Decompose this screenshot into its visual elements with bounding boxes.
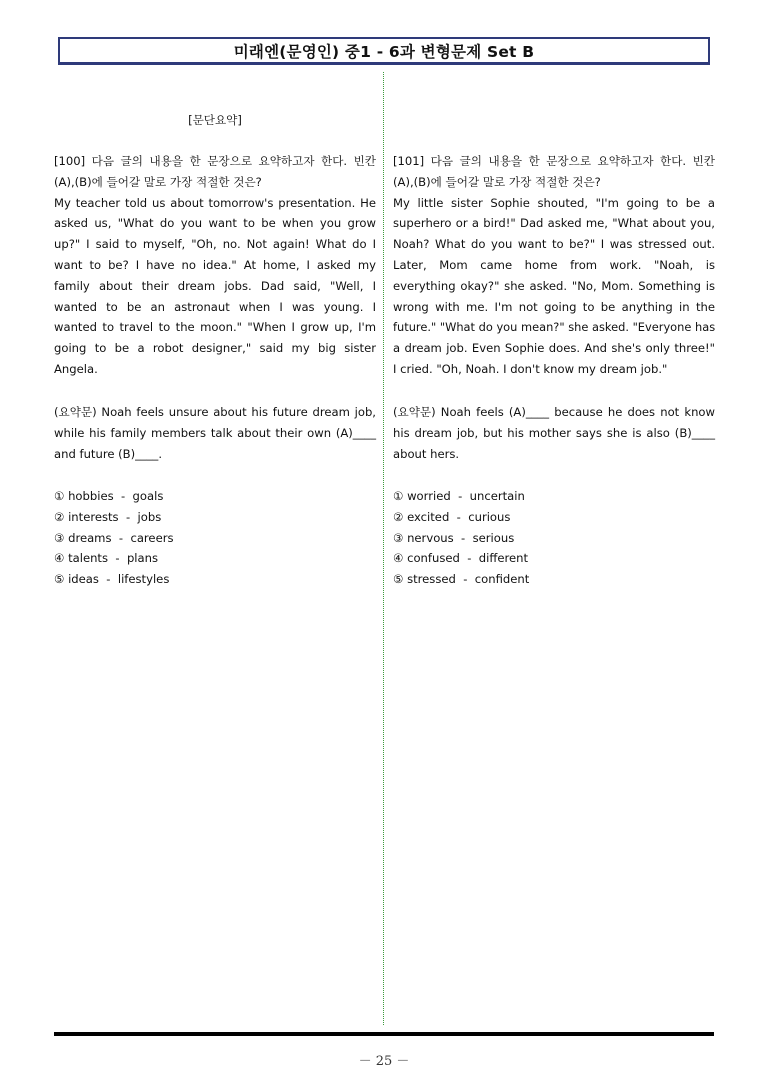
- summary-line: and future (B)____.: [54, 446, 163, 461]
- page-number: － 25 －: [358, 1054, 410, 1069]
- passage-line: I cried. "Oh, Noah. I don't know my dream job.": [393, 361, 668, 376]
- page-title: 미래엔(문영인) 중1 - 6과 변형문제 Set B: [58, 37, 710, 65]
- question-101-passage: [393, 151, 715, 380]
- passage-line: wanted to be an astronaut when I was young. I: [54, 299, 376, 314]
- passage-line: everything okay?" she asked. "No, Mom. Something is: [393, 278, 715, 293]
- summary-line: (요약문) Noah feels unsure about his future dream job,: [54, 405, 376, 419]
- passage-line: a dream job. Even Sophie does. And she's only three!": [393, 341, 715, 356]
- passage-line: Noah? What do you want to be?" I was stressed out.: [393, 237, 715, 252]
- passage-line: up?" I said to myself, "Oh, no. Not again! What do I: [54, 237, 376, 252]
- footer-rule: [54, 1032, 714, 1036]
- passage-line: future." "What do you mean?" she asked. "Everyone has: [393, 320, 716, 335]
- passage-line: want to be? I have no idea." At home, I asked my: [54, 257, 376, 272]
- passage-line: superhero or a bird!" Dad asked me, "What about you,: [393, 216, 715, 231]
- question-prompt: [101] 다음 글의 내용을 한 문장으로 요약하고자 한다. 빈칸: [393, 154, 715, 168]
- summary-line: while his family members talk about their own (A)____: [54, 425, 376, 440]
- question-prompt: [100] 다음 글의 내용을 한 문장으로 요약하고자 한다. 빈칸: [54, 154, 376, 168]
- summary-line: about hers.: [393, 446, 460, 461]
- passage-line: asked us, "What do you want to be when you grow: [54, 216, 376, 231]
- column-divider: [383, 72, 384, 1025]
- passage-line: wrong with me. I'm not going to be anything in the: [393, 299, 715, 314]
- answer-choice-4[interactable]: ④ talents - plans: [54, 551, 159, 566]
- passage-line: My little sister Sophie shouted, "I'm going to be a: [393, 195, 715, 210]
- answer-choice-1[interactable]: ① hobbies - goals: [54, 489, 164, 503]
- question-prompt: (A),(B)에 들어갈 말로 가장 적절한 것은?: [54, 174, 262, 189]
- question-prompt: (A),(B)에 들어갈 말로 가장 적절한 것은?: [393, 174, 601, 189]
- question-101-choices: [393, 486, 715, 590]
- passage-line: Later, Mom came home from work. "Noah, is: [393, 257, 715, 272]
- answer-choice-3[interactable]: ③ nervous - serious: [393, 530, 515, 545]
- question-100-passage: [54, 151, 376, 380]
- passage-line: My teacher told us about tomorrow's presentation. He: [54, 195, 376, 210]
- passage-line: Angela.: [54, 361, 98, 376]
- question-100-summary: [54, 402, 376, 464]
- answer-choice-4[interactable]: ④ confused - different: [393, 551, 529, 566]
- answer-choice-3[interactable]: ③ dreams - careers: [54, 530, 174, 545]
- answer-choice-1[interactable]: ① worried - uncertain: [393, 489, 525, 503]
- answer-choice-2[interactable]: ② excited - curious: [393, 509, 511, 524]
- question-100-choices: [54, 486, 376, 590]
- answer-choice-5[interactable]: ⑤ stressed - confident: [393, 572, 530, 587]
- section-label: [문단요약]: [188, 113, 242, 127]
- passage-line: wanted to travel to the moon." "When I grow up, I'm: [54, 320, 376, 335]
- answer-choice-5[interactable]: ⑤ ideas - lifestyles: [54, 572, 170, 587]
- answer-choice-2[interactable]: ② interests - jobs: [54, 509, 162, 524]
- summary-line: his dream job, but his mother says she is also (B)____: [393, 425, 715, 440]
- passage-line: going to be a robot designer," said my big sister: [54, 341, 376, 356]
- summary-line: (요약문) Noah feels (A)____ because he does not know: [393, 405, 715, 419]
- question-101-summary: [393, 402, 715, 464]
- passage-line: family about their dream jobs. Dad said, "Well, I: [54, 278, 376, 293]
